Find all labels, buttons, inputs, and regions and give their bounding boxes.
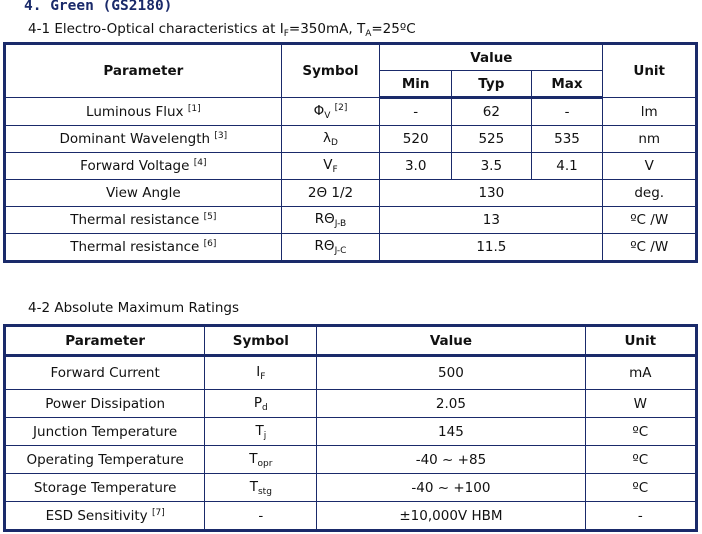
cell-value: 13: [380, 207, 603, 234]
cell-min: -: [380, 98, 452, 126]
cell-symbol: -: [205, 502, 317, 531]
header-min: Min: [380, 71, 452, 98]
cell-value: 2.05: [317, 390, 585, 418]
cell-min: 520: [380, 126, 452, 153]
table-row: [5, 502, 697, 531]
footnote-ref: [3]: [214, 131, 228, 141]
cell-unit: V: [603, 153, 697, 180]
header-parameter: Parameter: [5, 44, 282, 98]
cell-max: 535: [531, 126, 603, 153]
cell-typ: 525: [452, 126, 532, 153]
table1-title: 4-1 Electro-Optical characteristics at $I_F=350mA$, $T_A=25ºC$: [28, 21, 416, 39]
table-row: [5, 180, 697, 207]
cell-parameter: Thermal resistance [6]: [5, 234, 282, 262]
cell-value: 145: [317, 418, 585, 446]
cell-max: 4.1: [531, 153, 603, 180]
header-unit: Unit: [603, 44, 697, 98]
cell-unit: mA: [585, 356, 696, 390]
cell-parameter: Dominant Wavelength [3]: [5, 126, 282, 153]
header-parameter: Parameter: [5, 326, 205, 356]
header-value: Value: [317, 326, 585, 356]
cell-value: 11.5: [380, 234, 603, 262]
cell-parameter: Storage Temperature: [5, 474, 205, 502]
cell-typ: 3.5: [452, 153, 532, 180]
cell-symbol: $T_{stg}$: [205, 474, 317, 502]
table-row: [5, 418, 697, 446]
cell-value: -40 ~ +85: [317, 446, 585, 474]
cell-symbol: $\lambda_D$: [281, 126, 380, 153]
footnote-ref: [4]: [193, 158, 207, 168]
absolute-maximum-ratings-table: [3, 324, 698, 532]
cell-symbol: $T_{opr}$: [205, 446, 317, 474]
cell-parameter: Junction Temperature: [5, 418, 205, 446]
cell-parameter: Operating Temperature: [5, 446, 205, 474]
header-value: Value: [380, 44, 603, 71]
cell-unit: ºC /W: [603, 234, 697, 262]
table-row: [5, 153, 697, 180]
cell-value: 500: [317, 356, 585, 390]
table-row: [5, 126, 697, 153]
table-row: [5, 446, 697, 474]
table-row: [5, 474, 697, 502]
cell-unit: nm: [603, 126, 697, 153]
footnote-ref: [7]: [151, 507, 165, 518]
header-max: Max: [531, 71, 603, 98]
cell-symbol: $T_j$: [205, 418, 317, 446]
cell-value: 130: [380, 180, 603, 207]
cell-symbol: $R\Theta_{J-B}$: [281, 207, 380, 234]
cell-symbol: $R\Theta_{J-C}$: [281, 234, 380, 262]
cell-unit: ºC: [585, 418, 696, 446]
cell-symbol: $P_d$: [205, 390, 317, 418]
section-heading: 4. Green (GS2180): [24, 0, 173, 14]
cell-symbol: $I_F$: [205, 356, 317, 390]
cell-parameter: View Angle: [5, 180, 282, 207]
cell-parameter: Forward Current: [5, 356, 205, 390]
cell-symbol: $V_F$: [281, 153, 380, 180]
footnote-ref: [2]: [334, 102, 348, 113]
cell-parameter: Thermal resistance [5]: [5, 207, 282, 234]
footnote-ref: [5]: [203, 212, 217, 222]
header-unit: Unit: [585, 326, 696, 356]
cell-symbol: 2Θ 1/2: [281, 180, 380, 207]
cell-unit: ºC /W: [603, 207, 697, 234]
table2-title: 4-2 Absolute Maximum Ratings: [28, 300, 240, 316]
electro-optical-table: [3, 42, 698, 263]
table-row: [5, 98, 697, 126]
cell-min: 3.0: [380, 153, 452, 180]
cell-unit: ºC: [585, 474, 696, 502]
cell-parameter: Forward Voltage [4]: [5, 153, 282, 180]
header-symbol: Symbol: [281, 44, 380, 98]
table-row: [5, 234, 697, 262]
cell-unit: W: [585, 390, 696, 418]
cell-typ: 62: [452, 98, 532, 126]
table-row: [5, 390, 697, 418]
table-row: [5, 356, 697, 390]
cell-parameter: ESD Sensitivity [7]: [5, 502, 205, 531]
cell-parameter: Luminous Flux [1]: [5, 98, 282, 126]
footnote-ref: [1]: [187, 103, 201, 114]
cell-value: -40 ~ +100: [317, 474, 585, 502]
cell-unit: lm: [603, 98, 697, 126]
cell-unit: deg.: [603, 180, 697, 207]
table-row: [5, 207, 697, 234]
cell-value: ±10,000V HBM: [317, 502, 585, 531]
cell-unit: ºC: [585, 446, 696, 474]
cell-unit: -: [585, 502, 696, 531]
footnote-ref: [6]: [203, 239, 217, 249]
header-symbol: Symbol: [205, 326, 317, 356]
cell-symbol: $\Phi_V$ [2]: [281, 98, 380, 126]
header-typ: Typ: [452, 71, 532, 98]
cell-max: -: [531, 98, 603, 126]
cell-parameter: Power Dissipation: [5, 390, 205, 418]
